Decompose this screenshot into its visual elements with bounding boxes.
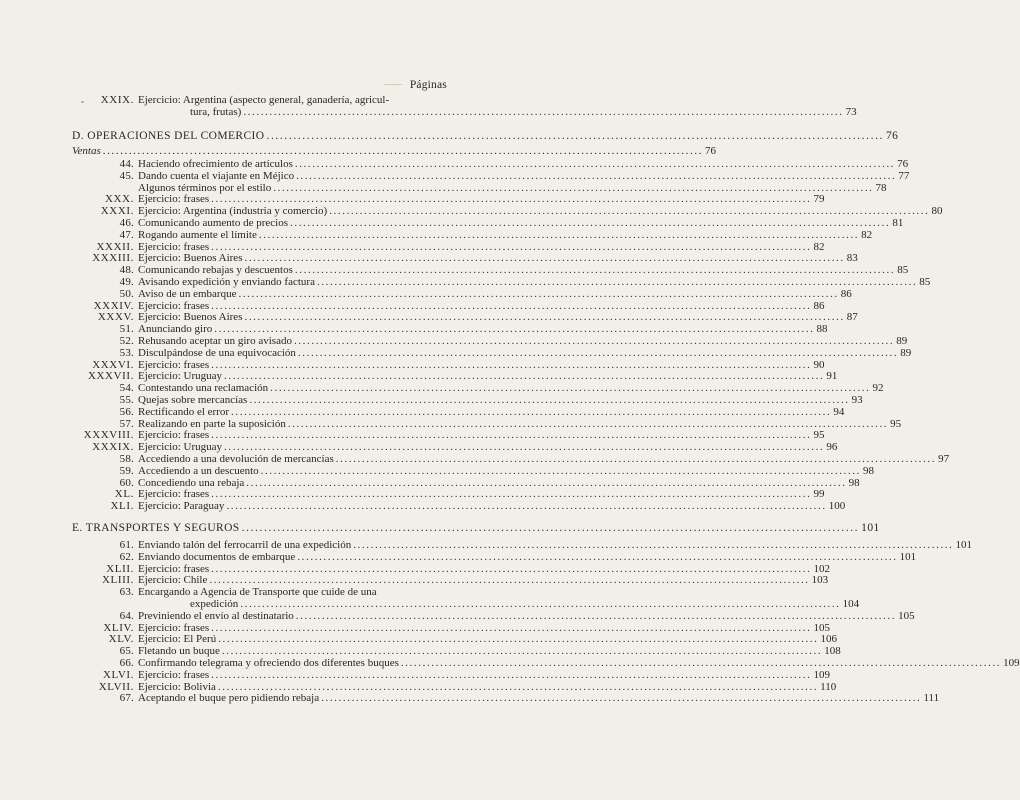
ventas-subheading <box>72 145 717 158</box>
entry-number: 50. <box>119 287 134 300</box>
dot-leader: .......................................................................................................................................... <box>249 394 850 406</box>
entry-page: 104 <box>842 598 860 610</box>
dot-leader: .......................................................................................................................................... <box>214 323 815 336</box>
entry-page: 82 <box>861 228 873 241</box>
dot-leader: .......................................................................................................................................... <box>240 598 841 610</box>
entry-page: 102 <box>813 562 830 575</box>
entry-text: Ejercicio: frases <box>138 668 210 681</box>
entry-page: 101 <box>899 550 917 563</box>
entry-text-continued: tura, frutas) <box>190 106 242 118</box>
entry-page: 98 <box>862 464 874 477</box>
entry-text: Ejercicio: Paraguay <box>138 500 225 513</box>
dot-leader: .......................................................................................................................................... <box>218 633 819 646</box>
dot-leader: .......................................................................................................................................... <box>353 539 954 551</box>
entry-page: 97 <box>938 453 950 465</box>
entry-text: Enviando documentos de embarque <box>138 550 296 563</box>
entry-page: 94 <box>833 405 845 418</box>
dot-leader: .......................................................................................................................................... <box>211 621 812 634</box>
dot-leader: .......................................................................................................................................... <box>260 464 861 477</box>
entry-text: Ejercicio: Bolivia <box>138 680 216 693</box>
dot-leader: .......................................................................................................................................... <box>211 193 812 206</box>
entry-page: 90 <box>813 358 825 371</box>
entry-page: 109 <box>1003 657 1020 669</box>
section-d-heading <box>72 129 899 143</box>
dot-leader: .......................................................................................................................................... <box>270 382 871 395</box>
dot-leader: .......................................................................................................................................... <box>226 500 827 513</box>
entry-page: 85 <box>919 276 931 288</box>
entry-number: XXXVI. <box>92 358 134 371</box>
entry-text: Encargando a Agencia de Transporte que cuide de una <box>138 586 377 599</box>
entry-page: 73 <box>845 106 857 118</box>
entry-text: Rectificando el error <box>138 405 230 418</box>
entry-page: 103 <box>811 574 829 587</box>
entry-page: 76 <box>897 158 909 170</box>
dot-leader: .......................................................................................................................................... <box>211 668 812 681</box>
entry-number: 47. <box>119 228 134 241</box>
entry-page: 109 <box>813 668 830 681</box>
entry-text: Algunos términos por el estilo <box>138 181 272 194</box>
entry-text: Disculpándose de una equivocación <box>138 346 296 359</box>
toc-entry <box>0 500 846 513</box>
entry-page: 108 <box>824 645 841 658</box>
entry-page: 96 <box>826 441 838 454</box>
dot-leader: .......................................................................................................................................... <box>224 370 825 383</box>
entry-number: 52. <box>119 335 134 347</box>
entry-text: Confirmando telegrama y ofreciendo dos diferentes buques <box>138 657 399 669</box>
entry-number: XL. <box>114 488 134 501</box>
entry-text: Avisando expedición y enviando factura <box>138 276 315 288</box>
entry-text: Rehusando aceptar un giro avisado <box>138 335 292 347</box>
entry-text: Ejercicio: frases <box>138 299 210 312</box>
entry-text: Ejercicio: Buenos Aires <box>138 311 243 324</box>
section-page: 101 <box>861 522 880 534</box>
dot-leader: .......................................................................................................................................... <box>211 240 812 253</box>
dot-leader: .......................................................................................................................................... <box>297 346 899 359</box>
entry-text: Ejercicio: frases <box>138 193 210 206</box>
entry-page: 81 <box>892 217 904 229</box>
dot-leader: .......................................................................................................................................... <box>243 106 844 118</box>
entry-page: 106 <box>820 633 838 646</box>
entry-page: 105 <box>813 621 830 634</box>
dot-leader: .......................................................................................................................................... <box>335 453 937 465</box>
entry-page: 78 <box>875 181 887 194</box>
entry-number: 46. <box>119 217 134 229</box>
entry-text: Ejercicio: Uruguay <box>138 441 222 454</box>
entry-page: 85 <box>897 264 909 277</box>
dot-leader: .......................................................................................................................................... <box>294 158 896 170</box>
entry-text: Realizando en parte la suposición <box>138 417 286 430</box>
entry-text: Accediendo a una devolución de mercancías <box>138 453 334 465</box>
entry-text: Ejercicio: frases <box>138 488 210 501</box>
entry-page: 95 <box>813 429 825 442</box>
dot-leader: .......................................................................................................................................... <box>273 181 874 194</box>
entry-page: 98 <box>848 476 860 489</box>
dot-leader: .......................................................................................................................................... <box>400 657 1002 669</box>
paper-speck <box>384 84 402 85</box>
entry-number: 48. <box>119 264 134 277</box>
entry-text: Ejercicio: Chile <box>138 574 208 587</box>
entry-number: XXXI. <box>100 205 134 218</box>
entry-text: Ejercicio: Argentina (aspecto general, ganadería, agricul- <box>138 94 390 106</box>
entry-number: 67. <box>119 692 134 705</box>
dot-leader: .......................................................................................................................................... <box>231 405 832 418</box>
entry-number: XLV. <box>108 633 134 646</box>
entry-page: 91 <box>826 370 838 383</box>
entry-number: 66. <box>119 657 134 669</box>
entry-text: Aviso de un embarque <box>138 287 237 300</box>
entry-number: XLIV. <box>103 621 134 634</box>
entry-text: Comunicando aumento de precios <box>138 217 288 229</box>
dot-leader: .......................................................................................................................................... <box>294 264 896 277</box>
paginas-heading: Páginas <box>409 79 447 91</box>
entry-number: XLVII. <box>98 680 134 693</box>
entry-number: 59. <box>119 464 134 477</box>
entry-text: Enviando talón del ferrocarril de una expedición <box>138 539 352 551</box>
entry-text: Ejercicio: Buenos Aires <box>138 252 243 265</box>
entry-page: 89 <box>896 335 908 347</box>
entry-text: Contestando una reclamación <box>138 382 269 395</box>
dot-leader: .......................................................................................................................................... <box>329 205 930 218</box>
entry-number: XLI. <box>110 500 134 513</box>
dot-leader: .......................................................................................................................................... <box>266 130 885 142</box>
entry-number: 51. <box>119 323 134 336</box>
dot-leader: .......................................................................................................................................... <box>217 680 819 693</box>
section-title: E. TRANSPORTES Y SEGUROS <box>72 522 240 534</box>
entry-number: 65. <box>119 645 134 658</box>
paper-speck <box>81 101 84 103</box>
entry-number: XLVI. <box>102 668 134 681</box>
entry-number: XXXV. <box>97 311 134 324</box>
entry-text: Comunicando rebajas y descuentos <box>138 264 293 277</box>
dot-leader: .......................................................................................................................................... <box>244 252 845 265</box>
entry-text: Ejercicio: Argentina (industria y comercio) <box>138 205 328 218</box>
entry-number: XXX. <box>105 193 134 206</box>
entry-number: 61. <box>119 539 134 551</box>
entry-number: 64. <box>119 609 134 622</box>
entry-page: 95 <box>890 417 902 430</box>
dot-leader: .......................................................................................................................................... <box>211 429 812 442</box>
dot-leader: .......................................................................................................................................... <box>209 574 810 587</box>
dot-leader: .......................................................................................................................................... <box>316 276 918 288</box>
entry-page: 105 <box>898 609 915 622</box>
toc-entry <box>0 692 940 705</box>
entry-number: XXXIII. <box>92 252 134 265</box>
dot-leader: .......................................................................................................................................... <box>287 417 889 430</box>
entry-number: 60. <box>119 476 134 489</box>
entry-text: Concediendo una rebaja <box>138 476 245 489</box>
entry-number: 58. <box>119 453 134 465</box>
entry-number: 53. <box>119 346 134 359</box>
entry-text: Ejercicio: frases <box>138 358 210 371</box>
dot-leader: .......................................................................................................................................... <box>258 228 860 241</box>
entry-page: 77 <box>898 169 910 182</box>
dot-leader: .......................................................................................................................................... <box>211 488 812 501</box>
dot-leader: .......................................................................................................................................... <box>241 522 860 534</box>
entry-page: 111 <box>923 692 940 705</box>
entry-number: 63. <box>119 586 134 599</box>
entry-number: 57. <box>119 417 134 430</box>
entry-page: 99 <box>813 488 825 501</box>
entry-number: 62. <box>119 550 134 563</box>
entry-number: 54. <box>119 382 134 395</box>
entry-text: Ejercicio: frases <box>138 429 210 442</box>
dot-leader: .......................................................................................................................................... <box>224 441 825 454</box>
dot-leader: .......................................................................................................................................... <box>296 169 897 182</box>
dot-leader: .......................................................................................................................................... <box>211 358 812 371</box>
entry-number: 55. <box>119 394 134 406</box>
entry-text: Haciendo ofrecimiento de artículos <box>138 158 293 170</box>
entry-number: 49. <box>119 276 134 288</box>
section-e-heading <box>72 521 880 535</box>
entry-page: 88 <box>816 323 828 336</box>
subheading-title: Ventas <box>72 145 101 157</box>
dot-leader: .......................................................................................................................................... <box>295 609 897 622</box>
entry-text: Ejercicio: frases <box>138 621 210 634</box>
dot-leader: .......................................................................................................................................... <box>297 550 898 563</box>
entry-text: Fletando un buque <box>138 645 220 658</box>
entry-page: 101 <box>955 539 973 551</box>
dot-leader: .......................................................................................................................................... <box>211 299 812 312</box>
dot-leader: .......................................................................................................................................... <box>244 311 845 324</box>
entry-page: 79 <box>813 193 825 206</box>
dot-leader: .......................................................................................................................................... <box>238 287 839 300</box>
entry-text: Ejercicio: frases <box>138 240 210 253</box>
entry-text: Rogando aumente el límite <box>138 228 257 241</box>
dot-leader: .......................................................................................................................................... <box>246 476 847 489</box>
entry-number: 56. <box>119 405 134 418</box>
entry-page: 80 <box>931 205 943 218</box>
entry-number: XXXIX. <box>92 441 134 454</box>
entry-page: 83 <box>846 252 858 265</box>
entry-text: Previniendo el envío al destinatario <box>138 609 294 622</box>
subheading-page: 76 <box>705 145 717 157</box>
entry-number: XXXVIII. <box>83 429 134 442</box>
entry-page: 89 <box>900 346 912 359</box>
entry-number: XXXVII. <box>87 370 134 383</box>
entry-page: 87 <box>846 311 858 324</box>
entry-number: XLII. <box>106 562 134 575</box>
dot-leader: .......................................................................................................................................... <box>102 145 704 157</box>
entry-page: 100 <box>828 500 846 513</box>
entry-page: 110 <box>820 680 837 693</box>
dot-leader: .......................................................................................................................................... <box>293 335 895 347</box>
entry-page: 93 <box>851 394 863 406</box>
entry-text: Anunciando giro <box>138 323 213 336</box>
entry-text: Dando cuenta el viajante en Méjico <box>138 169 295 182</box>
entry-number: XXIX. <box>100 94 134 106</box>
dot-leader: .......................................................................................................................................... <box>290 217 891 229</box>
dot-leader: .......................................................................................................................................... <box>211 562 812 575</box>
entry-text: Ejercicio: El Perú <box>138 633 217 646</box>
entry-text: Ejercicio: frases <box>138 562 210 575</box>
entry-page: 86 <box>840 287 852 300</box>
entry-text: Accediendo a un descuento <box>138 464 259 477</box>
entry-number: XXXII. <box>96 240 134 253</box>
dot-leader: .......................................................................................................................................... <box>321 692 922 705</box>
entry-number: XXXIV. <box>93 299 134 312</box>
toc-entry-xxix-cont <box>0 106 857 119</box>
entry-text: Ejercicio: Uruguay <box>138 370 222 383</box>
section-page: 76 <box>886 130 899 142</box>
dot-leader: .......................................................................................................................................... <box>221 645 823 658</box>
entry-text: Quejas sobre mercancías <box>138 394 248 406</box>
entry-number: 45. <box>119 169 134 182</box>
entry-text: expedición <box>190 598 239 610</box>
entry-number: 44. <box>119 158 134 170</box>
section-title: D. OPERACIONES DEL COMERCIO <box>72 130 265 142</box>
entry-page: 82 <box>813 240 825 253</box>
entry-number: XLIII. <box>101 574 134 587</box>
entry-page: 86 <box>813 299 825 312</box>
entry-text: Aceptando el buque pero pidiendo rebaja <box>138 692 320 705</box>
entry-page: 92 <box>872 382 884 395</box>
